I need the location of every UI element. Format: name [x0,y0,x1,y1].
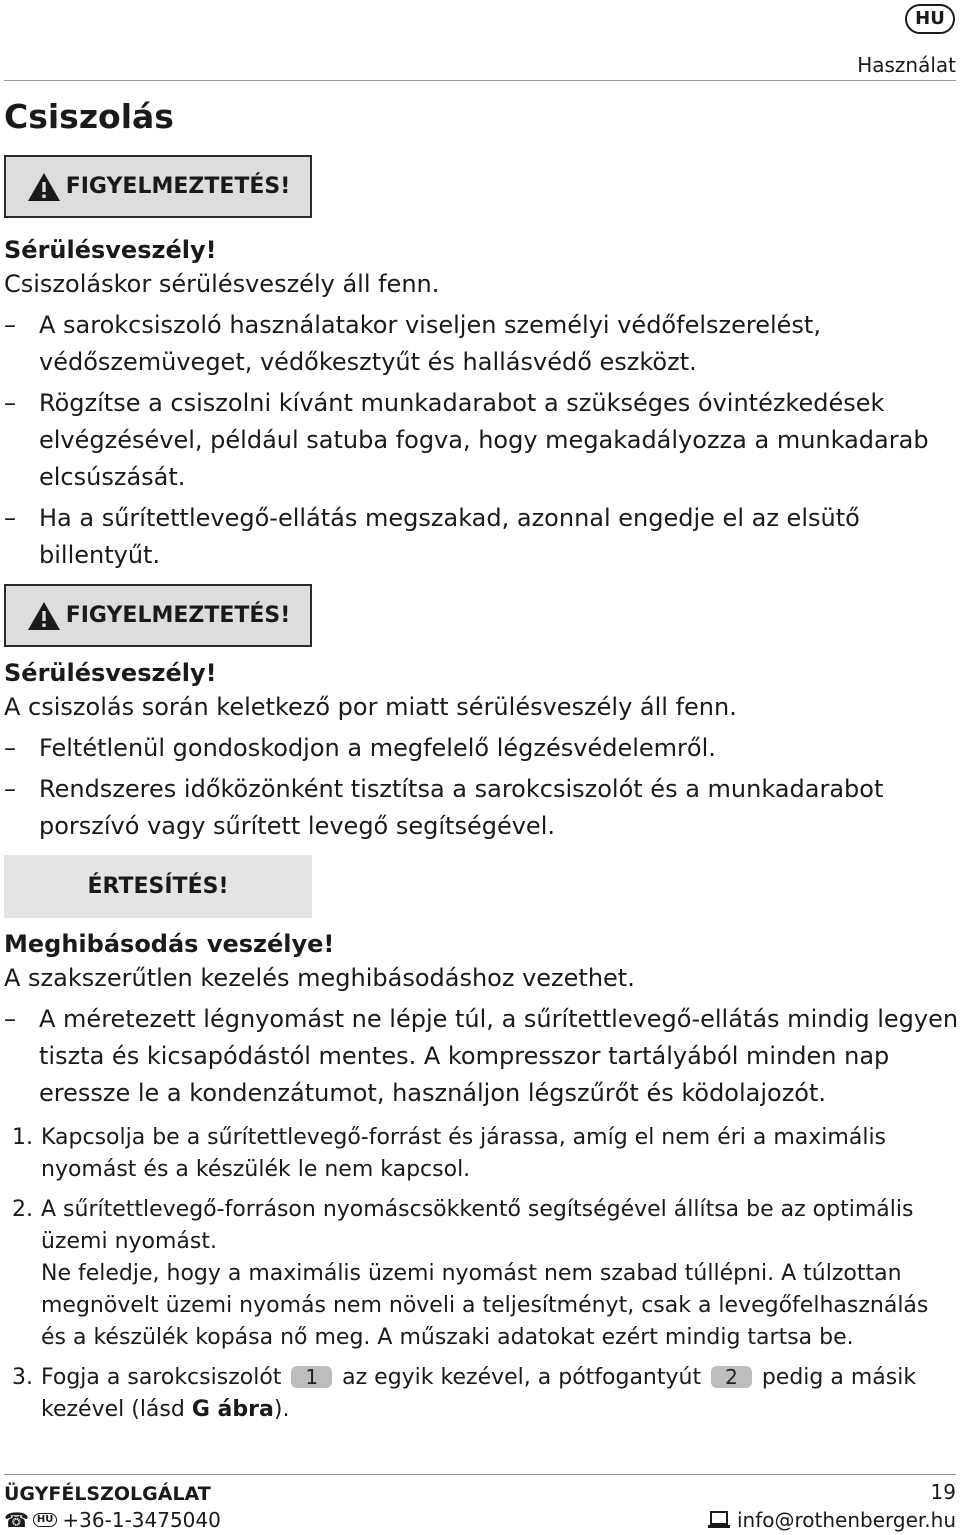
warning-list [4,307,960,574]
warning-label: FIGYELMEZTETÉS! [65,603,291,628]
page-number: 19 [930,1480,956,1504]
part-reference-badge: 2 [711,1366,752,1388]
language-badge: HU [905,4,955,34]
list-item: – A méretezett légnyomást ne lépje túl, a sűrítettlevegő-ellátás mindig legyen tiszta és kicsapódástól mentes. A kompresszor tartályából minden nap eressze le a kondenzátumot, használjon légszűrőt és ködolajozót. [4,1001,960,1112]
phone-number: +36-1-3475040 [62,1508,221,1532]
page-title: Csiszolás [4,97,174,136]
hazard-text: Csiszoláskor sérülésveszély áll fenn. [4,270,440,298]
warning-label: FIGYELMEZTETÉS! [65,174,291,199]
hazard-title: Sérülésveszély! [4,236,217,264]
header-divider [4,80,956,81]
notice-box [4,855,312,918]
step-text: az egyik kezével, a pótfogantyút [342,1365,702,1390]
warning-triangle-icon [26,171,62,203]
hazard-text: A szakszerűtlen kezelés meghibásodáshoz vezethet. [4,964,635,992]
step-item [4,1194,960,1354]
laptop-icon [707,1510,731,1530]
list-item: – Rögzítse a csiszolni kívánt munkadarabot a szükséges óvintézkedések elvégzésével, például satuba fogva, hogy megakadályozza a munkadarab elcsúszását. [4,385,960,496]
list-item: – Feltétlenül gondoskodjon a megfelelő légzésvédelemről. [4,730,960,767]
step-text: A sűrítettlevegő-forráson nyomáscsökkentő segítségével állítsa be az optimális üzemi nyomást. [41,1197,914,1254]
step-text: ). [273,1397,290,1422]
step-text: pedig a másik kezével (lásd [41,1365,917,1422]
list-item: – A sarokcsiszoló használatakor viseljen személyi védőfelszerelést, védőszemüveget, védőkesztyűt és hallásvédő eszközt. [4,307,960,381]
step-text: Kapcsolja be a sűrítettlevegő-forrást és járassa, amíg el nem éri a maximális nyomást és a készülék le nem kapcsol. [41,1125,887,1182]
notice-label: ÉRTESÍTÉS! [87,874,229,899]
phone-contact [4,1507,221,1533]
email-contact [707,1507,956,1533]
part-reference-badge: 1 [291,1366,332,1388]
steps-list [4,1122,960,1426]
list-item: – Rendszeres időközönként tisztítsa a sarokcsiszolót és a munkadarabot porszívó vagy sűrített levegő segítségével. [4,771,960,845]
main-content [4,155,960,1426]
email-address: info@rothenberger.hu [737,1508,956,1532]
warning-box [4,155,312,218]
list-item: – Ha a sűrítettlevegő-ellátás megszakad, azonnal engedje el az elsütő billentyűt. [4,500,960,574]
step-item [4,1362,960,1426]
step-number: 3. [12,1365,33,1390]
figure-reference: G ábra [191,1397,274,1422]
hazard-title: Meghibásodás veszélye! [4,930,335,958]
section-label: Használat [857,53,956,77]
step-item [4,1122,960,1186]
step-note: Ne feledje, hogy a maximális üzemi nyomást nem szabad túllépni. A túlzottan megnövelt üzemi nyomás nem növeli a teljesítményt, csak a levegőfelhasználás és a készülék kopása nő meg. A műszaki adatokat ezért mindig tartsa be. [41,1261,929,1350]
step-number: 1. [12,1125,33,1150]
warning-list [4,730,960,845]
step-text: Fogja a sarokcsiszolót [41,1365,282,1390]
notice-list [4,1001,960,1112]
hazard-title: Sérülésveszély! [4,659,217,687]
warning-triangle-icon [26,600,62,632]
step-number: 2. [12,1197,33,1222]
telephone-icon: ☎ [4,1508,29,1532]
warning-box [4,584,312,647]
customer-service-label: ÜGYFÉLSZOLGÁLAT [4,1483,211,1505]
footer-divider [4,1474,956,1475]
phone-country-badge: HU [33,1513,58,1527]
hazard-text: A csiszolás során keletkező por miatt sérülésveszély áll fenn. [4,693,737,721]
